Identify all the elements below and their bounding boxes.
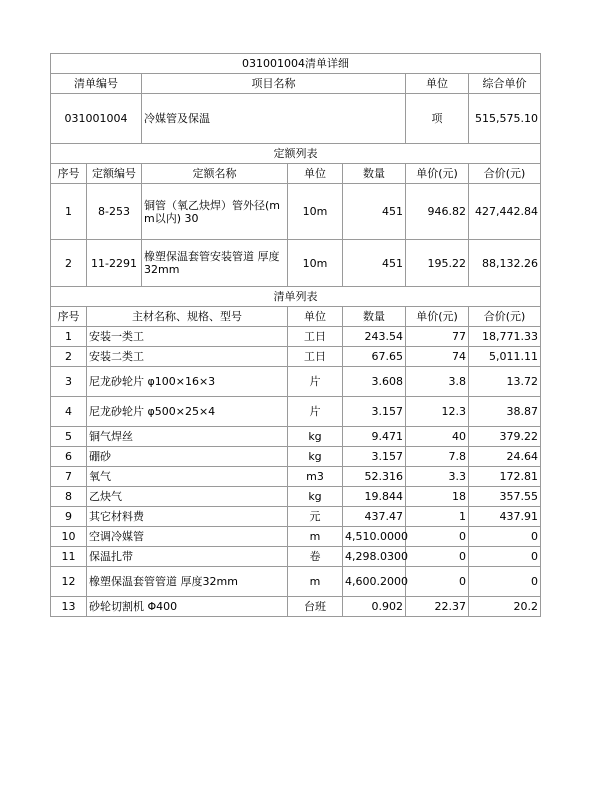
material-total: 379.22: [469, 427, 541, 447]
material-no: 5: [51, 427, 87, 447]
quota-name: 橡塑保温套管安装管道 厚度32mm: [142, 240, 288, 287]
quota-code: 11-2291: [87, 240, 142, 287]
material-unit: m3: [288, 467, 343, 487]
material-qty: 4,298.0300: [343, 547, 406, 567]
material-row: [51, 467, 541, 487]
material-header-row: [51, 307, 541, 327]
material-name: 尼龙砂轮片 φ500×25×4: [87, 397, 288, 427]
material-header-price: 单价(元): [406, 307, 469, 327]
material-price: 7.8: [406, 447, 469, 467]
material-row: [51, 507, 541, 527]
material-row: [51, 547, 541, 567]
material-price: 18: [406, 487, 469, 507]
material-qty: 9.471: [343, 427, 406, 447]
material-qty: 19.844: [343, 487, 406, 507]
material-header-name: 主材名称、规格、型号: [87, 307, 288, 327]
material-no: 8: [51, 487, 87, 507]
material-row: [51, 597, 541, 617]
material-price: 0: [406, 567, 469, 597]
material-qty: 0.902: [343, 597, 406, 617]
quota-no: 1: [51, 184, 87, 240]
material-name: 其它材料费: [87, 507, 288, 527]
material-unit: 元: [288, 507, 343, 527]
material-total: 5,011.11: [469, 347, 541, 367]
material-total: 38.87: [469, 397, 541, 427]
material-no: 6: [51, 447, 87, 467]
quota-qty: 451: [343, 184, 406, 240]
material-unit: m: [288, 527, 343, 547]
material-qty: 3.157: [343, 447, 406, 467]
material-price: 0: [406, 527, 469, 547]
material-row: [51, 487, 541, 507]
material-unit: 卷: [288, 547, 343, 567]
quota-total: 427,442.84: [469, 184, 541, 240]
material-name: 橡塑保温套管管道 厚度32mm: [87, 567, 288, 597]
item-unit: 项: [406, 94, 469, 144]
material-qty: 3.608: [343, 367, 406, 397]
quota-qty: 451: [343, 240, 406, 287]
quota-header-price: 单价(元): [406, 164, 469, 184]
material-total: 172.81: [469, 467, 541, 487]
code-header: 清单编号: [51, 74, 142, 94]
material-row: [51, 527, 541, 547]
material-no: 3: [51, 367, 87, 397]
material-total: 13.72: [469, 367, 541, 397]
material-price: 22.37: [406, 597, 469, 617]
material-no: 7: [51, 467, 87, 487]
material-qty: 243.54: [343, 327, 406, 347]
material-no: 13: [51, 597, 87, 617]
material-no: 4: [51, 397, 87, 427]
material-name: 铜气焊丝: [87, 427, 288, 447]
material-name: 安装一类工: [87, 327, 288, 347]
material-price: 12.3: [406, 397, 469, 427]
quota-header-row: [51, 164, 541, 184]
material-total: 0: [469, 527, 541, 547]
material-row: [51, 567, 541, 597]
material-total: 24.64: [469, 447, 541, 467]
material-total: 357.55: [469, 487, 541, 507]
material-no: 1: [51, 327, 87, 347]
material-total: 18,771.33: [469, 327, 541, 347]
material-no: 12: [51, 567, 87, 597]
item-price: 515,575.10: [469, 94, 541, 144]
material-name: 空调冷媒管: [87, 527, 288, 547]
material-qty: 3.157: [343, 397, 406, 427]
quota-no: 2: [51, 240, 87, 287]
unit-header: 单位: [406, 74, 469, 94]
quota-unit: 10m: [288, 240, 343, 287]
material-qty: 52.316: [343, 467, 406, 487]
table-title: 031001004清单详细: [51, 54, 541, 74]
quota-section-title: 定额列表: [51, 144, 541, 164]
quota-name: 铜管（氧乙炔焊）管外径(mm以内) 30: [142, 184, 288, 240]
price-header: 综合单价: [469, 74, 541, 94]
material-total: 0: [469, 547, 541, 567]
material-total: 20.2: [469, 597, 541, 617]
quota-row: [51, 184, 541, 240]
quota-price: 195.22: [406, 240, 469, 287]
material-price: 74: [406, 347, 469, 367]
quota-header-unit: 单位: [288, 164, 343, 184]
material-qty: 4,510.0000: [343, 527, 406, 547]
material-name: 保温扎带: [87, 547, 288, 567]
bill-detail-table: [50, 53, 541, 617]
quota-header-name: 定额名称: [142, 164, 288, 184]
item-code: 031001004: [51, 94, 142, 144]
material-price: 3.8: [406, 367, 469, 397]
material-name: 尼龙砂轮片 φ100×16×3: [87, 367, 288, 397]
material-price: 0: [406, 547, 469, 567]
material-unit: 片: [288, 367, 343, 397]
material-unit: 片: [288, 397, 343, 427]
material-row: [51, 367, 541, 397]
name-header: 项目名称: [142, 74, 406, 94]
material-header-no: 序号: [51, 307, 87, 327]
material-name: 硼砂: [87, 447, 288, 467]
material-header-total: 合价(元): [469, 307, 541, 327]
material-unit: 台班: [288, 597, 343, 617]
material-price: 3.3: [406, 467, 469, 487]
material-qty: 4,600.2000: [343, 567, 406, 597]
quota-header-no: 序号: [51, 164, 87, 184]
material-no: 9: [51, 507, 87, 527]
material-qty: 437.47: [343, 507, 406, 527]
material-name: 乙炔气: [87, 487, 288, 507]
quota-unit: 10m: [288, 184, 343, 240]
quota-code: 8-253: [87, 184, 142, 240]
material-unit: kg: [288, 427, 343, 447]
material-row: [51, 347, 541, 367]
quota-header-qty: 数量: [343, 164, 406, 184]
material-unit: m: [288, 567, 343, 597]
material-no: 2: [51, 347, 87, 367]
material-unit: kg: [288, 487, 343, 507]
material-price: 1: [406, 507, 469, 527]
material-section-title: 清单列表: [51, 287, 541, 307]
quota-price: 946.82: [406, 184, 469, 240]
material-no: 10: [51, 527, 87, 547]
item-name: 冷媒管及保温: [142, 94, 406, 144]
material-unit: 工日: [288, 347, 343, 367]
material-unit: 工日: [288, 327, 343, 347]
material-header-qty: 数量: [343, 307, 406, 327]
material-name: 安装二类工: [87, 347, 288, 367]
material-total: 0: [469, 567, 541, 597]
material-qty: 67.65: [343, 347, 406, 367]
material-price: 40: [406, 427, 469, 447]
material-row: [51, 447, 541, 467]
quota-header-total: 合价(元): [469, 164, 541, 184]
material-header-unit: 单位: [288, 307, 343, 327]
quota-total: 88,132.26: [469, 240, 541, 287]
material-row: [51, 397, 541, 427]
quota-header-code: 定额编号: [87, 164, 142, 184]
material-price: 77: [406, 327, 469, 347]
quota-row: [51, 240, 541, 287]
material-row: [51, 327, 541, 347]
material-row: [51, 427, 541, 447]
material-unit: kg: [288, 447, 343, 467]
material-name: 氧气: [87, 467, 288, 487]
material-total: 437.91: [469, 507, 541, 527]
material-no: 11: [51, 547, 87, 567]
material-name: 砂轮切割机 Φ400: [87, 597, 288, 617]
